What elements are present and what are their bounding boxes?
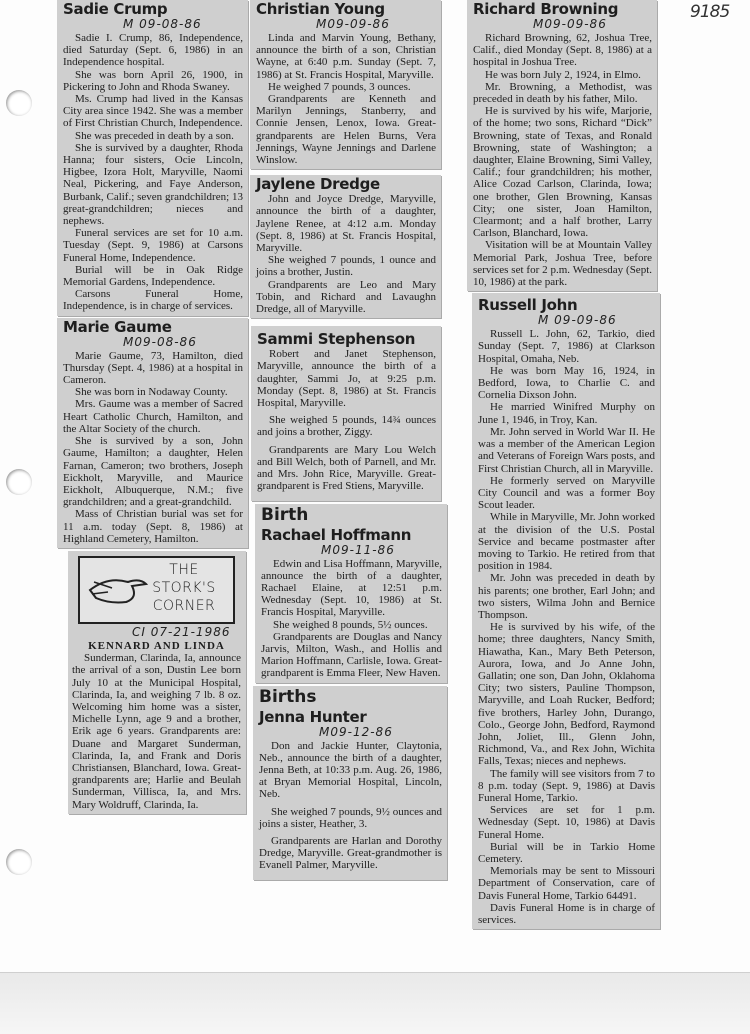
clipping-heading: Rachael Hoffmann [261,525,412,544]
handwritten-date-note: CI 07-21-1986 [132,624,231,639]
paragraph: Mr. John served in World War II. He was a member of the American Legion and Veterans of Foreign Wars posts, and First Christian Church, all in Maryville. [478,425,655,475]
lead-names: KENNARD AND LINDA [88,639,225,652]
page-number: 9185 [690,2,730,22]
birth-christian-young [250,0,441,169]
handwritten-date-note: M09-09-86 [316,17,390,31]
handwritten-date-note: M09-08-86 [123,334,197,349]
handwritten-date-note: M09-11-86 [321,542,395,557]
handwritten-date-note: M09-09-86 [533,17,607,31]
paragraph: He is survived by his wife, Marjorie, of the home; two sons, Richard “Dick” Browning, state of Texas, and Ronald Browning, state of Washington; a daughter, Elaine Browning, Simi Valley, Calif.; four grandchildren; his mother, Alice Cozad Carlson, Clarinda, Iowa; one brother, Glen Browning, Kansas City; one sister, Joan Hamilton, Clearmont; and a half brother, Larry Carlson, Blanchard, Iowa. [473,105,652,240]
birth-rachael-hoffmann [255,504,447,683]
paragraph: She weighed 8 pounds, 5½ ounces. [273,618,428,631]
paragraph: Mr. Browning, a Methodist, was preceded in death by his father, Milo. [473,80,652,106]
paragraph: Ms. Crump had lived in the Kansas City area since 1942. She was a member of First Christian Church, Independence. [63,93,243,130]
section-heading: Birth [261,504,309,525]
paragraph: Visitation will be at Mountain Valley Memorial Park, Joshua Tree, before services set for 2 p.m. Wednesday (Sept. 10, 1986) at the park. [473,239,652,289]
paragraph: Memorials may be sent to Missouri Department of Conservation, care of Davis Funeral Home, Tarkio 64491. [478,865,655,902]
paragraph: Mrs. Gaume was a member of Sacred Heart Catholic Church, Hamilton, and the Altar Society of the church. [63,398,243,435]
paragraph: She is survived by a daughter, Rhoda Hanna; four sisters, Ocie Lincoln, Higbee, Izora Holt, Maryville, Naomi Neal, Pickering, and Faye Anderson, Burbank, Calif.; seven grandchildren; 13 great-grandchildren; nieces and nephews. [63,141,243,228]
stork-icon [88,568,148,608]
clipping-heading: Marie Gaume [63,317,172,336]
punch-hole [6,90,32,116]
paragraph: Don and Jackie Hunter, Claytonia, Neb., announce the birth of a daughter, Jenna Beth, at 10:33 p.m. Aug. 26, 1986, at Bryan Memorial Hospital, Lincoln, Neb. [259,739,442,801]
paragraph: Mass of Christian burial was set for 11 a.m. today (Sept. 8, 1986) at Highland Cemetery, Hamilton. [63,508,243,545]
paragraph: Burial will be in Tarkio Home Cemetery. [478,840,655,865]
birth-jenna-hunter [253,686,447,880]
obituary-marie-gaume [57,318,248,548]
paragraph: He was born July 2, 1924, in Elmo. [485,68,641,81]
paragraph: She is survived by a son, John Gaume, Hamilton; a daughter, Helen Farnan, Cameron; two brothers, Joseph Eickholt, Maryville, and Maurice Eickholt, Albuquerque, N.M.; five grandchildren; and a great-grandchild. [63,435,243,509]
birth-jaylene-dredge [250,175,441,318]
paragraph: Grandparents are Harlan and Dorothy Dredge, Maryville. Great-grandmother is Evanell Palmer, Maryville. [259,834,442,872]
paragraph: Sunderman, Clarinda, Ia, announce the arrival of a son, Dustin Lee born July 10 at the Municipal Hospital, Clarinda, Ia, and weighing 7 lb. 8 oz. Welcoming him home was a sister, Michelle Lynn, age 9 and a brother, Erik age 6 years. Grandparents are: Duane and Margaret Sunderman, Clarinda, Ia, and Frank and Doris Christiansen, Blanchard, Iowa. Great-grandparents are; Harlie and Beulah Sunderman, Villisca, Ia, and Mrs. Mary Woldruff, Clarinda, Ia. [72,652,241,811]
birth-sammi-stephenson [251,326,441,500]
clipping-heading: Jenna Hunter [259,707,367,726]
paragraph: Grandparents are Leo and Mary Tobin, and Richard and Lavaughn Dredge, all of Maryville. [256,278,436,316]
obituary-russell-john [472,293,660,929]
paragraph: She weighed 7 pounds, 1 ounce and joins a brother, Justin. [256,254,436,279]
paragraph: Russell L. John, 62, Tarkio, died Sunday (Sept. 7, 1986) at Clarkson Hospital, Omaha, Neb. [478,328,655,365]
clipping-heading: Sammi Stephenson [257,330,416,349]
paragraph: He was born May 16, 1924, in Bedford, Iowa, to Charlie C. and Cornelia Dixson John. [478,364,655,402]
section-heading: Births [259,686,317,707]
paragraph: Richard Browning, 62, Joshua Tree, Calif., died Monday (Sept. 8, 1986) at a hospital in Joshua Tree. [473,32,652,69]
punch-hole [6,849,32,875]
column-middle [250,0,447,880]
paragraph: He weighed 7 pounds, 3 ounces. [268,80,411,93]
paragraph: He formerly served on Maryville City Council and was a former Boy Scout leader. [478,474,655,512]
storks-corner-logo [78,556,235,624]
paragraph: Carsons Funeral Home, Independence, is in charge of services. [63,288,243,313]
storks-corner-logo-text: THE STORK'S CORNER [152,561,216,614]
paragraph: Grandparents are Mary Lou Welch and Bill Welch, both of Parnell, and Mr. and Mrs. John Rice, Maryville. Great-grandparent is Fred Stiens, Maryville. [257,443,436,493]
paragraph: Grandparents are Kenneth and Marilyn Jennings, Stanberry, and Connie Jensen, Lenox, Iowa. Great-grandparents are Helen Burns, Vera Jennings, Wayne Jennings and Darlene Winslow. [256,93,436,167]
handwritten-date-note: M 09-09-86 [538,313,617,328]
paragraph: While in Maryville, Mr. John worked at the division of the U.S. Postal Service and became postmaster after moving to Tarkio. He retired from that position in 1984. [478,511,655,573]
clipping-heading: Sadie Crump [63,0,168,18]
handwritten-date-note: M09-12-86 [319,724,393,739]
clipping-heading: Jaylene Dredge [256,175,380,194]
handwritten-date-note: M 09-08-86 [123,17,202,31]
paragraph: She was born April 26, 1900, in Pickering to John and Rhoda Swaney. [63,68,243,93]
obituary-sadie-crump [57,0,248,316]
column-right [467,0,660,929]
clipping-heading: Russell John [478,296,578,315]
clipping-heading: Christian Young [256,0,385,18]
paragraph: She was preceded in death by a son. [75,129,234,142]
paragraph: Services are set for 1 p.m. Wednesday (Sept. 10, 1986) at Davis Funeral Home. [478,804,655,841]
paragraph: Sadie I. Crump, 86, Independence, died Saturday (Sept. 6, 1986) in an Independence hospital. [63,32,243,69]
column-left [57,0,248,814]
paragraph: She weighed 7 pounds, 9½ ounces and joins a sister, Heather, 3. [259,805,442,830]
page-bottom-edge [0,972,750,1034]
paragraph: Edwin and Lisa Hoffmann, Maryville, announce the birth of a daughter, Rachael Elaine, at 12:51 p.m. Wednesday (Sept. 10, 1986) at St. Francis Hospital, Maryville. [261,557,442,619]
paragraph: Mr. John was preceded in death by his parents; one brother, Earl John; and two sisters, Wilma John and Bernice Thompson. [478,572,655,621]
paragraph: Marie Gaume, 73, Hamilton, died Thursday (Sept. 4, 1986) at a hospital in Cameron. [63,349,243,387]
obituary-richard-browning [467,0,657,291]
paragraph: Davis Funeral Home is in charge of services. [478,901,655,927]
storks-corner-clipping [68,551,246,814]
paragraph: She was born in Nodaway County. [75,386,228,399]
clipping-heading: Richard Browning [473,0,619,18]
paragraph: Linda and Marvin Young, Bethany, announce the birth of a son, Christian Wayne, at 6:40 p.m. Sunday (Sept. 7, 1986) at St. Francis Hospital, Maryville. [256,32,436,81]
punch-hole [6,469,32,495]
paragraph: Robert and Janet Stephenson, Maryville, announce the birth of a daughter, Sammi Jo, at 9:25 p.m. Monday (Sept. 8, 1986) at St. Francis Hospital, Maryville. [257,348,436,410]
paragraph: She weighed 5 pounds, 14¾ ounces and joins a brother, Ziggy. [257,414,436,439]
paragraph: Funeral services are set for 10 a.m. Tuesday (Sept. 9, 1986) at Carsons Funeral Home, Independence. [63,227,243,264]
paragraph: John and Joyce Dredge, Maryville, announce the birth of a daughter, Jaylene Renee, at 4:12 a.m. Monday (Sept. 8, 1986) at St. Francis Hospital, Maryville. [256,193,436,255]
paragraph: He is survived by his wife, of the home; three daughters, Nancy Smith, Hiawatha, Kan., Mary Beth Peterson, Aurora, Iowa, and Jo Anne John, Gallatin; one son, Dan John, Oklahoma City; two sisters, Pauline Thompson, Maryville, and Loah Rucker, Bedford; five brothers, Harley John, Durango, Colo., George John, Bedford, Raymond John, Joliet, Ill., Glenn John, Richmond, Va., and Rex John, Wichita Falls, Texas; nieces and nephews. [478,621,655,768]
paragraph: He married Winifred Murphy on June 1, 1946, in Troy, Kan. [478,401,655,426]
paragraph: The family will see visitors from 7 to 8 p.m. today (Sept. 9, 1986) at Davis Funeral Home, Tarkio. [478,767,655,804]
paragraph: Grandparents are Douglas and Nancy Jarvis, Milton, Wash., and Hollis and Marion Hoffmann, Carlisle, Iowa. Great-grandparent is Emma Fleer, New Haven. [261,630,442,680]
paragraph: Burial will be in Oak Ridge Memorial Gardens, Independence. [63,263,243,289]
